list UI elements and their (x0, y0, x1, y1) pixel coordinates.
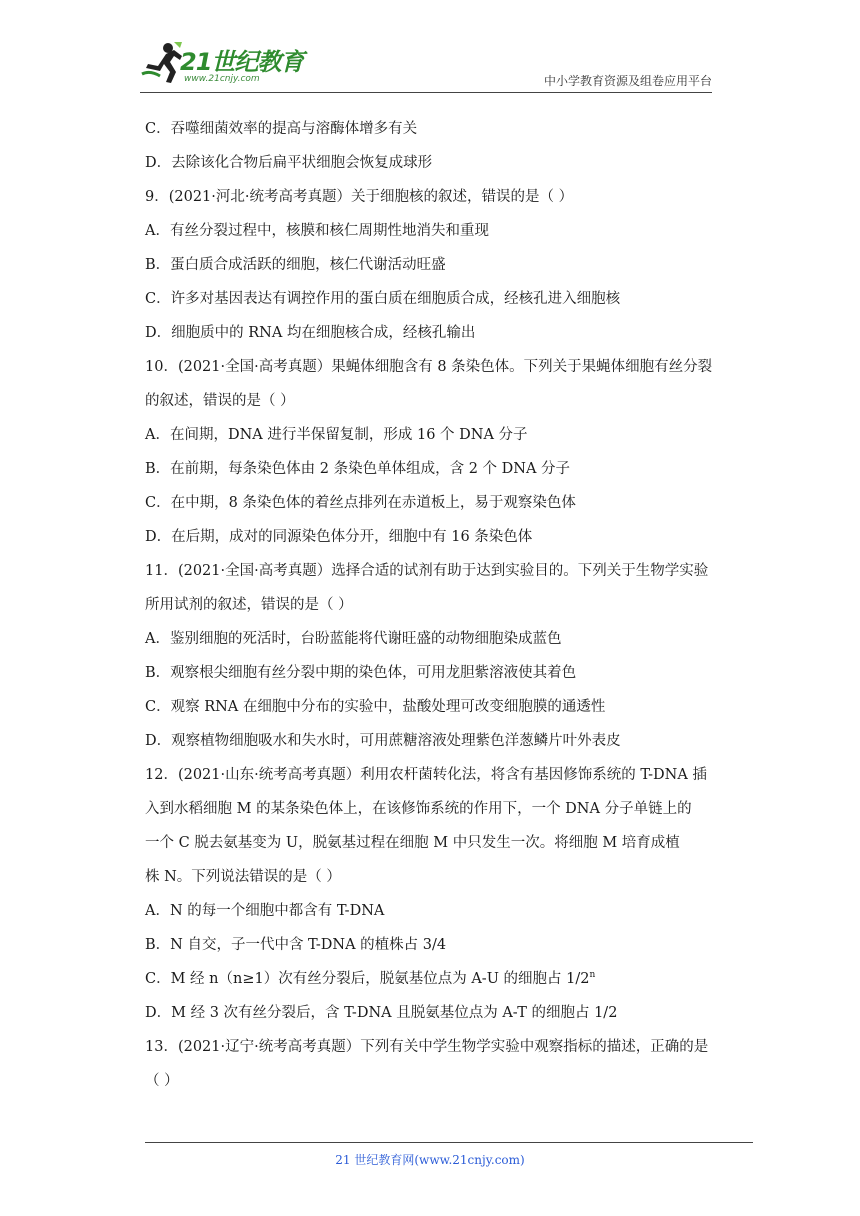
option-c-text: C．M 经 n（n≥1）次有丝分裂后，脱氨基位点为 A-U 的细胞占 1/2 (145, 971, 590, 987)
text-line: D．M 经 3 次有丝分裂后，含 T-DNA 且脱氨基位点为 A-T 的细胞占 1/2 (145, 1005, 618, 1021)
text-line: B．N 自交，子一代中含 T-DNA 的植株占 3/4 (145, 937, 447, 953)
logo-text: 21世纪教育 (180, 48, 304, 76)
text-line: A．在间期，DNA 进行半保留复制，形成 16 个 DNA 分子 (145, 427, 528, 443)
text-line: B．蛋白质合成活跃的细胞，核仁代谢活动旺盛 (145, 257, 446, 273)
question-13-stem: 13．(2021·辽宁·统考高考真题）下列有关中学生物学实验中观察指标的描述，正确的是 (145, 1039, 709, 1055)
question-12-stem: 12．(2021·山东·统考高考真题）利用农杆菌转化法，将含有基因修饰系统的 T-DNA 插 (145, 767, 707, 783)
text-line: B．在前期，每条染色体由 2 条染色单体组成，含 2 个 DNA 分子 (145, 461, 571, 477)
platform-name: 中小学教育资源及组卷应用平台 (543, 74, 712, 88)
text-line: D．去除该化合物后扁平状细胞会恢复成球形 (145, 155, 433, 171)
logo-url: www.21cnjy.com (184, 74, 260, 84)
text-line: C．吞噬细菌效率的提高与溶酶体增多有关 (145, 121, 418, 137)
text-line: 的叙述，错误的是（ ） (145, 393, 295, 409)
header-divider (140, 92, 712, 93)
text-line: C．观察 RNA 在细胞中分布的实验中，盐酸处理可改变细胞膜的通透性 (145, 699, 606, 715)
text-line: （ ） (145, 1073, 179, 1089)
text-line: 所用试剂的叙述，错误的是（ ） (145, 597, 353, 613)
text-line: A．有丝分裂过程中，核膜和核仁周期性地消失和重现 (145, 223, 489, 239)
text-line: 入到水稻细胞 M 的某条染色体上，在该修饰系统的作用下，一个 DNA 分子单链上的 (145, 801, 692, 817)
document-body (145, 112, 723, 1098)
runner-logo-icon (140, 40, 184, 84)
text-line: C．许多对基因表达有调控作用的蛋白质在细胞质合成，经核孔进入细胞核 (145, 291, 621, 307)
text-line: 株 N。下列说法错误的是（ ） (145, 869, 341, 885)
text-line-with-superscript (145, 962, 723, 996)
footer-link[interactable]: 21 世纪教育网(www.21cnjy.com) (335, 1153, 525, 1167)
footer-divider (145, 1142, 753, 1143)
question-9-stem: 9．(2021·河北·统考高考真题）关于细胞核的叙述，错误的是（ ） (145, 189, 574, 205)
text-line: D．在后期，成对的同源染色体分开，细胞中有 16 条染色体 (145, 529, 533, 545)
page-header (0, 0, 860, 100)
text-line: D．细胞质中的 RNA 均在细胞核合成，经核孔输出 (145, 325, 476, 341)
text-line: 一个 C 脱去氨基变为 U，脱氨基过程在细胞 M 中只发生一次。将细胞 M 培育成植 (145, 835, 680, 851)
text-line: A．鉴别细胞的死活时，台盼蓝能将代谢旺盛的动物细胞染成蓝色 (145, 631, 562, 647)
superscript: n (589, 970, 596, 981)
question-10-stem: 10．(2021·全国·高考真题）果蝇体细胞含有 8 条染色体。下列关于果蝇体细胞有丝分裂 (145, 359, 713, 375)
text-line: C．在中期，8 条染色体的着丝点排列在赤道板上，易于观察染色体 (145, 495, 576, 511)
question-11-stem: 11．(2021·全国·高考真题）选择合适的试剂有助于达到实验目的。下列关于生物学实验 (145, 563, 709, 579)
text-line: D．观察植物细胞吸水和失水时，可用蔗糖溶液处理紫色洋葱鳞片叶外表皮 (145, 733, 621, 749)
text-line: A．N 的每一个细胞中都含有 T-DNA (145, 903, 385, 919)
text-line: B．观察根尖细胞有丝分裂中期的染色体，可用龙胆紫溶液使其着色 (145, 665, 577, 681)
logo (140, 40, 320, 92)
